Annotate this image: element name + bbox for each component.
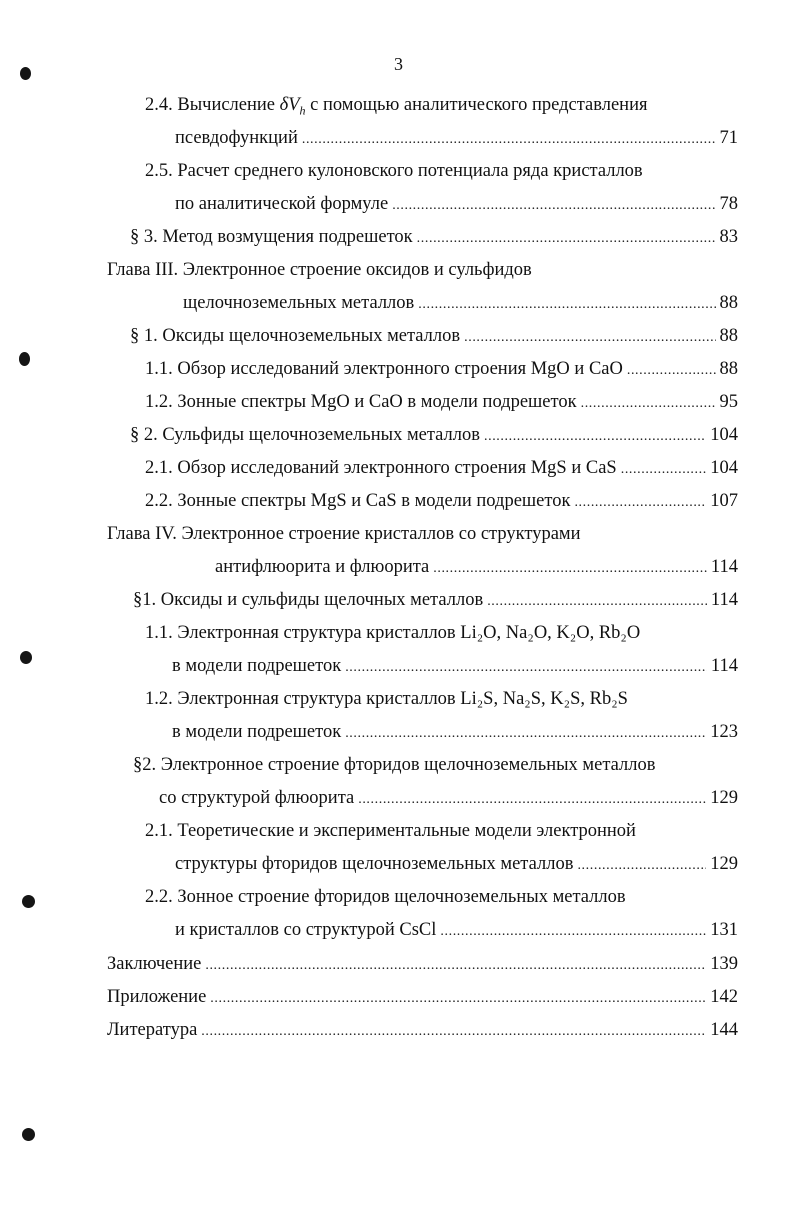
toc-page-number: 88 (719, 293, 738, 313)
toc-entry-ch4-1-2-cont (172, 718, 738, 746)
toc-entry-label: по аналитической формуле (175, 194, 389, 214)
toc-entry-ch4-1-1 (145, 619, 745, 647)
toc-page-number: 129 (710, 854, 738, 874)
dot-leader (345, 720, 706, 746)
dot-leader (418, 291, 715, 317)
toc-page-number: 71 (719, 128, 738, 148)
dot-leader (627, 357, 716, 383)
toc-page-number: 144 (710, 1020, 738, 1040)
toc-entry-label: Литература (107, 1020, 198, 1040)
dot-leader (581, 390, 716, 416)
toc-entry-label: со структурой флюорита (159, 788, 355, 808)
dot-leader (433, 555, 707, 581)
toc-entry-label: 2.1. Обзор исследований электронного строения MgS и CaS (145, 458, 617, 478)
toc-entry-ch4-1-2 (145, 685, 745, 713)
toc-entry-ch4-2-2-cont (175, 916, 738, 944)
dot-leader (345, 654, 707, 680)
toc-entry-label: в модели подрешеток (172, 656, 342, 676)
toc-entry-section-3 (130, 223, 738, 251)
toc-entry-label: 2.5. Расчет среднего кулоновского потенциала ряда кристаллов (145, 161, 643, 181)
toc-entry-2-5-cont (175, 190, 738, 218)
toc-page-number: 78 (719, 194, 738, 214)
toc-entry-label: 1.2. Электронная структура кристаллов Li₂S, Na₂S, K₂S, Rb₂S (145, 689, 628, 709)
dot-leader (210, 985, 706, 1011)
dot-leader (440, 918, 706, 944)
toc-entry-label: псевдофункций (175, 128, 298, 148)
toc-entry-label: щелочноземельных металлов (183, 293, 415, 313)
toc-entry-label: § 2. Сульфиды щелочноземельных металлов (130, 425, 480, 445)
toc-page-number: 123 (710, 722, 738, 742)
toc-entry-ch3-section-1 (130, 322, 738, 350)
toc-entry-label: 1.2. Зонные спектры MgO и CaO в модели подрешеток (145, 392, 577, 412)
dot-leader (417, 225, 716, 251)
toc-entry-label: § 1. Оксиды щелочноземельных металлов (130, 326, 461, 346)
toc-chapter-3-cont (183, 289, 738, 317)
dot-leader (621, 456, 707, 482)
toc-chapter-4 (107, 520, 747, 548)
toc-entry-ch4-section-2 (133, 751, 745, 779)
toc-entry-literature (107, 1016, 738, 1044)
toc-entry-conclusion (107, 950, 738, 978)
toc-entry-label: антифлюорита и флюорита (215, 557, 430, 577)
toc-page-number: 88 (719, 359, 738, 379)
toc-entry-label: Заключение (107, 954, 202, 974)
dot-leader (358, 786, 706, 812)
toc-page-number: 142 (710, 987, 738, 1007)
toc-page-number: 114 (710, 656, 738, 676)
dot-leader (484, 423, 706, 449)
toc-entry-ch4-section-1 (133, 586, 738, 614)
toc-entry-label: 2.1. Теоретические и экспериментальные модели электронной (145, 821, 636, 841)
toc-entry-ch3-1-2 (145, 388, 738, 416)
dot-leader (392, 192, 715, 218)
toc-page-number: 107 (710, 491, 738, 511)
toc-page-number: 131 (710, 920, 738, 940)
dot-leader (464, 324, 715, 350)
toc-page-number: 83 (719, 227, 738, 247)
toc-entry-2-5 (145, 157, 745, 185)
toc-entry-ch3-1-1 (145, 355, 738, 383)
toc-page-number: 114 (710, 557, 738, 577)
toc-entry-label: 2.2. Зонное строение фторидов щелочноземельных металлов (145, 887, 626, 907)
dot-leader (577, 852, 706, 878)
toc-entry-ch4-2-1-cont (175, 850, 738, 878)
toc-entry-label: Глава III. Электронное строение оксидов и сульфидов (107, 260, 532, 280)
toc-entry-label: Глава IV. Электронное строение кристаллов со структурами (107, 524, 581, 544)
toc-entry-label: §1. Оксиды и сульфиды щелочных металлов (133, 590, 484, 610)
toc-entry-ch3-2-2 (145, 487, 738, 515)
toc-entry-label: § 3. Метод возмущения подрешеток (130, 227, 413, 247)
toc-entry-ch3-2-1 (145, 454, 738, 482)
toc-entry-ch3-section-2 (130, 421, 738, 449)
toc-page-number: 104 (710, 425, 738, 445)
toc-entry-ch4-2-1 (145, 817, 745, 845)
toc-chapter-4-cont (215, 553, 738, 581)
toc-entry-2-4-cont (175, 124, 738, 152)
toc-entry-label: §2. Электронное строение фторидов щелочноземельных металлов (133, 755, 656, 775)
toc-page-number: 139 (710, 954, 738, 974)
toc-entry-label: 2.2. Зонные спектры MgS и CaS в модели подрешеток (145, 491, 571, 511)
toc-page-number: 114 (710, 590, 738, 610)
dot-leader (487, 588, 707, 614)
toc-entry-label: и кристаллов со структурой CsCl (175, 920, 437, 940)
toc-entry-2-4 (145, 91, 745, 119)
toc-entry-ch4-2-2 (145, 883, 745, 911)
toc-entry-appendix (107, 983, 738, 1011)
page-number: 3 (394, 54, 403, 74)
toc-page-number: 104 (710, 458, 738, 478)
toc-entry-ch4-1-1-cont (172, 652, 738, 680)
dot-leader (205, 952, 706, 978)
toc-entry-label-cont: с помощью аналитического представления (305, 95, 648, 115)
toc-entry-label: структуры фторидов щелочноземельных металлов (175, 854, 574, 874)
dot-leader (201, 1018, 706, 1044)
toc-chapter-3 (107, 256, 747, 284)
toc-entry-ch4-section-2-cont (159, 784, 738, 812)
toc-entry-label: 1.1. Электронная структура кристаллов Li₂O, Na₂O, K₂O, Rb₂O (145, 623, 641, 643)
toc-entry-label: в модели подрешеток (172, 722, 342, 742)
toc-entry-label: Приложение (107, 987, 207, 1007)
toc-page-number: 95 (719, 392, 738, 412)
toc-page-number: 129 (710, 788, 738, 808)
toc-entry-label: 1.1. Обзор исследований электронного строения MgO и CaO (145, 359, 623, 379)
dot-leader (574, 489, 706, 515)
toc-entry-label: 2.4. Вычисление (145, 95, 280, 115)
toc-page-number: 88 (719, 326, 738, 346)
delta-v-h-symbol: $\delta V_h$ (279, 95, 306, 118)
dot-leader (302, 126, 716, 152)
